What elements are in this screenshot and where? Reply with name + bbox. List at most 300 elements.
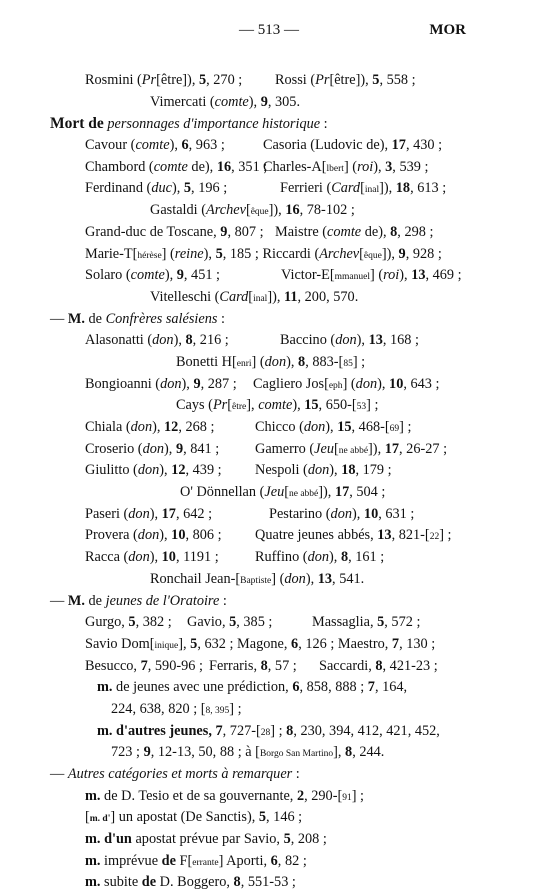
index-line xyxy=(0,244,538,266)
volume-number: 13 xyxy=(368,332,383,349)
index-line xyxy=(0,786,538,808)
entry-riccardi xyxy=(262,246,441,262)
volume-number: 17 xyxy=(161,505,176,522)
page-ref: , 196 ; xyxy=(191,180,228,197)
entry-vitelleschi xyxy=(150,289,358,305)
volume-number: 8 xyxy=(340,549,349,566)
editorial-insertion: mmanuel xyxy=(334,272,370,283)
editorial-insertion: 53 xyxy=(356,402,367,413)
entry-text: [ xyxy=(248,288,254,305)
entry-text: ), xyxy=(159,527,172,544)
entry-text: Bonetti H[ xyxy=(176,353,237,370)
abbrev-m: m. xyxy=(85,787,101,804)
editorial-insertion: 69 xyxy=(389,424,400,434)
editorial-insertion: 28 xyxy=(260,727,271,738)
volume-number: 8 xyxy=(390,223,398,240)
entry-text: ), xyxy=(164,267,177,284)
entry-text: ]), xyxy=(379,180,396,197)
entry-quatre-jeunes-abbes xyxy=(255,527,452,543)
entry-text: de xyxy=(161,852,176,869)
entry-text: Gamerro ( xyxy=(255,440,315,457)
entry-text: Charles-A[ xyxy=(263,158,327,175)
volume-number: 11 xyxy=(283,288,298,305)
entry-title: comte xyxy=(214,93,249,110)
entry-gamerro xyxy=(255,441,447,457)
entry-title: don xyxy=(307,549,330,566)
entry-title: comte xyxy=(258,397,293,414)
entry-nespoli xyxy=(255,462,392,478)
entry-massaglia xyxy=(312,614,420,630)
volume-number: 7 xyxy=(367,679,375,696)
page-ref: , 421-23 ; xyxy=(382,657,438,674)
entry-text: ), xyxy=(159,462,172,479)
index-line xyxy=(0,374,538,396)
entry-text: ]), xyxy=(267,288,284,305)
editorial-insertion: m. d' xyxy=(89,814,111,825)
entry-text: Quatre jeunes abbés, xyxy=(255,527,378,544)
page-ref: 723 ; xyxy=(111,744,144,761)
entry-title: don xyxy=(160,375,182,392)
page-ref: , 883-[ xyxy=(305,353,344,370)
entry-text: Nespoli ( xyxy=(255,462,308,479)
index-line xyxy=(0,634,538,656)
entry-text: ), xyxy=(164,440,176,457)
editorial-insertion: 85 xyxy=(343,358,353,369)
page-ref: ] ; xyxy=(351,787,365,804)
entry-text: ), xyxy=(152,419,165,435)
entry-text: Cavour ( xyxy=(85,137,136,154)
entry-text: de), xyxy=(187,158,217,175)
entry-text: Chiala ( xyxy=(85,419,131,435)
volume-number: 9 xyxy=(260,93,268,110)
index-line xyxy=(0,330,538,352)
index-line xyxy=(0,135,538,157)
page-ref: , 200, 570. xyxy=(297,288,359,305)
volume-number: 8 xyxy=(375,657,383,674)
entry-text: F[ xyxy=(175,852,193,869)
heading-text: jeunes de l'Oratoire xyxy=(105,592,220,609)
abbrev-m: m. xyxy=(85,874,101,891)
entry-chicco xyxy=(255,419,411,435)
editorial-insertion: inal xyxy=(253,293,268,304)
entry-text: Ronchail Jean-[ xyxy=(150,570,241,587)
page-ref: , 78-102 ; xyxy=(299,202,355,219)
volume-number: 9 xyxy=(175,440,184,457)
entry-maistre xyxy=(275,224,433,240)
entry-gastaldi xyxy=(150,202,355,218)
heading-dash: — xyxy=(50,766,68,782)
entry-text: [ xyxy=(227,397,233,414)
page-ref: ], xyxy=(333,744,346,761)
page-ref: , 590-96 ; xyxy=(147,657,203,674)
entry-text: ] ( xyxy=(161,245,175,262)
entry-text: ), xyxy=(248,93,261,110)
entry-text: Provera ( xyxy=(85,527,138,544)
entry-text: [ xyxy=(245,202,251,219)
abbrev-m: m. xyxy=(85,852,101,869)
heading-colon: : xyxy=(292,766,300,782)
entry-text: Pestarino ( xyxy=(269,505,331,522)
entry-text: ]), xyxy=(368,440,385,457)
page-ref: , 727-[ xyxy=(222,722,261,739)
heading-text: de xyxy=(84,592,106,609)
index-line xyxy=(0,265,538,287)
page-ref: , 298 ; xyxy=(397,223,434,240)
entry-text: ), xyxy=(325,419,338,435)
volume-number: 8 xyxy=(260,657,268,674)
heading-colon: : xyxy=(217,310,226,327)
entry-text: Riccardi ( xyxy=(262,245,320,262)
entry-text: Cays ( xyxy=(176,397,213,414)
page-ref: , 164, xyxy=(374,679,408,696)
entry-apostat-savio xyxy=(85,831,327,847)
volume-number: 5 xyxy=(128,614,136,631)
volume-number: 8 xyxy=(298,353,306,370)
entry-text: ), xyxy=(149,549,162,566)
entry-text: Chicco ( xyxy=(255,419,304,435)
entry-text: ] un apostat (De Sanctis), xyxy=(110,809,259,826)
entry-text: Alasonatti ( xyxy=(85,332,153,349)
entry-bonetti xyxy=(176,354,365,370)
page-ref: , 439 ; xyxy=(185,462,222,479)
page-ref: , 287 ; xyxy=(200,375,237,392)
entry-cagliero xyxy=(253,376,439,392)
entry-gavio xyxy=(187,612,312,634)
running-head: MOR xyxy=(429,22,466,38)
page-ref: , 26-27 ; xyxy=(399,440,448,457)
page-ref: ] ; xyxy=(399,419,412,435)
page-ref: , 572 ; xyxy=(384,614,421,631)
entry-text: ), xyxy=(173,332,186,349)
entry-title: don xyxy=(130,419,153,435)
entry-text: Ferraris, xyxy=(209,657,261,674)
section-heading xyxy=(0,764,538,786)
entry-boggero xyxy=(85,874,296,890)
entry-gurgo xyxy=(85,612,187,634)
entry-vimercati xyxy=(150,94,300,110)
heading-dash: — xyxy=(50,592,68,609)
entry-victor-emmanuel xyxy=(281,267,462,283)
page-ref: , 631 ; xyxy=(378,505,415,522)
entry-text: Bongioanni ( xyxy=(85,375,161,392)
volume-number: 8 xyxy=(286,722,294,739)
page-ref: ] ; xyxy=(229,700,242,717)
page-ref: , 806 ; xyxy=(185,527,222,544)
entry-saccardi xyxy=(319,658,438,674)
entry-text: ), xyxy=(399,267,412,284)
entry-text: Gavio, xyxy=(187,614,230,631)
entry-title: Pr xyxy=(315,72,330,88)
volume-number: 9 xyxy=(398,245,406,262)
section-heading xyxy=(0,113,538,135)
entry-text: [ xyxy=(360,180,365,197)
entry-text: Paseri ( xyxy=(85,505,129,522)
entry-text: ), xyxy=(181,375,194,392)
entry-text: ], xyxy=(246,397,259,414)
index-line xyxy=(0,677,538,699)
section-heading xyxy=(0,309,538,331)
entry-text: ), xyxy=(352,505,364,522)
index-line xyxy=(0,200,538,222)
page-ref: , 858, 888 ; xyxy=(299,679,368,696)
editorial-insertion: 91 xyxy=(342,792,352,803)
page-ref: , 643 ; xyxy=(403,375,440,392)
entry-text: [ xyxy=(284,484,289,501)
entry-text: Victor-E[ xyxy=(281,267,335,284)
entry-text: ), xyxy=(329,549,341,566)
entry-ronchail xyxy=(150,571,364,587)
entry-text: de jeunes avec une prédiction, xyxy=(112,679,293,696)
index-line xyxy=(0,721,538,743)
entry-text: ), xyxy=(203,245,216,262)
volume-number: 8 xyxy=(185,332,193,349)
entry-jeunes-prediction xyxy=(97,679,407,695)
entry-text: ] ( xyxy=(343,158,358,175)
entry-apostat-desanctis xyxy=(85,809,302,825)
entry-paseri xyxy=(85,504,269,526)
page-ref: , 963 ; xyxy=(188,137,225,154)
volume-number: 6 xyxy=(291,635,299,652)
heading-abbrev: M. xyxy=(67,592,85,609)
volume-number: 6 xyxy=(292,679,300,696)
entry-text: ), xyxy=(292,397,305,414)
entry-title: reine xyxy=(174,245,204,262)
page-ref: , 305. xyxy=(267,93,301,110)
editorial-insertion: 22 xyxy=(429,532,440,543)
editorial-insertion: errante xyxy=(192,857,219,868)
page-ref: , 807 ; xyxy=(227,223,264,240)
editorial-insertion: lbert xyxy=(326,163,344,174)
volume-number: 5 xyxy=(377,614,385,631)
entry-text: ] ( xyxy=(251,353,265,370)
entry-text: [ xyxy=(85,809,90,826)
entry-title: don xyxy=(128,505,150,522)
entry-text: D. Boggero, xyxy=(156,874,234,891)
editorial-insertion: eph xyxy=(328,380,343,391)
entry-title: don xyxy=(355,375,378,392)
entry-chambord xyxy=(85,157,268,179)
entry-text: ), xyxy=(373,158,386,175)
entry-title: don xyxy=(128,549,150,566)
entry-title: don xyxy=(303,419,326,435)
volume-number: 18 xyxy=(395,180,411,197)
editorial-insertion: Baptiste xyxy=(240,575,272,586)
page-ref: , 179 ; xyxy=(355,462,392,479)
page-ref: , 270 ; xyxy=(206,72,243,88)
heading-main: Mort de xyxy=(50,115,104,133)
editorial-insertion: Borgo San Martino xyxy=(259,749,334,760)
entry-text: ] ( xyxy=(342,375,356,392)
page-ref: , 244. xyxy=(352,744,385,761)
volume-number: 6 xyxy=(270,852,278,869)
entry-text: ], xyxy=(178,635,191,652)
entry-text: ), xyxy=(149,505,162,522)
index-body xyxy=(0,70,538,894)
volume-number: 16 xyxy=(216,158,232,175)
entry-casoria xyxy=(263,137,442,153)
entry-bongioanni xyxy=(85,374,253,396)
index-line xyxy=(0,807,538,829)
entry-rosmini xyxy=(85,70,270,92)
volume-number: 2 xyxy=(296,787,305,804)
entry-title: don xyxy=(330,505,352,522)
volume-number: 9 xyxy=(220,223,228,240)
entry-continuation xyxy=(111,744,384,760)
volume-number: 7 xyxy=(391,635,400,652)
page-ref: , 642 ; xyxy=(175,505,213,522)
editorial-insertion: 8, 395 xyxy=(205,705,230,716)
entry-title: Pr xyxy=(141,72,157,88)
page-ref: , 130 ; xyxy=(399,635,436,652)
editorial-insertion: ne abbé xyxy=(338,445,369,456)
entry-continuation xyxy=(111,701,242,717)
page-ref: ] ; xyxy=(352,353,366,370)
page-ref: , 230, 394, 412, 421, 452, xyxy=(293,722,440,739)
editorial-insertion: inique xyxy=(154,640,179,651)
entry-text: Grand-duc de Toscane, xyxy=(85,223,221,240)
volume-number: 17 xyxy=(334,484,350,501)
entry-text: [être]), xyxy=(156,72,199,88)
entry-besucco xyxy=(85,656,209,678)
entry-text: Savio Dom[ xyxy=(85,635,155,652)
entry-title: don xyxy=(142,440,165,457)
index-line xyxy=(0,70,538,92)
entry-text: d'autres jeunes, xyxy=(112,722,216,739)
volume-number: 18 xyxy=(341,462,356,479)
index-line xyxy=(0,699,538,721)
entry-title: Pr xyxy=(212,397,228,414)
entry-title: don xyxy=(152,332,174,349)
heading-colon: : xyxy=(219,592,227,609)
entry-text: Croserio ( xyxy=(85,440,143,457)
entry-text: Giulitto ( xyxy=(85,462,138,479)
entry-title: don xyxy=(137,462,160,479)
entry-text: de xyxy=(141,874,157,891)
entry-title: Jeu xyxy=(264,484,285,501)
volume-number: 8 xyxy=(233,874,241,891)
entry-cays xyxy=(176,397,378,413)
entry-title: don xyxy=(284,570,306,587)
entry-provera xyxy=(85,525,255,547)
editorial-insertion: ne abbé xyxy=(288,489,319,500)
entry-ferrieri xyxy=(280,180,446,196)
volume-number: 9 xyxy=(143,744,151,761)
index-line xyxy=(0,92,538,114)
entry-text: Ruffino ( xyxy=(255,549,308,566)
entry-autres-jeunes xyxy=(97,723,440,739)
page-header xyxy=(0,22,538,44)
entry-title: Archev xyxy=(319,245,360,262)
entry-grand-duc xyxy=(85,222,275,244)
entry-title: Archev xyxy=(205,202,246,219)
entry-text: imprévue xyxy=(100,852,162,869)
index-line xyxy=(0,504,538,526)
entry-text: Gastaldi ( xyxy=(150,202,206,219)
volume-number: 10 xyxy=(389,375,404,392)
page-ref: , 382 ; xyxy=(135,614,172,631)
entry-title: comte xyxy=(153,158,188,175)
volume-number: 15 xyxy=(304,397,319,414)
heading-text: Autres catégories et morts à remarquer xyxy=(67,766,293,782)
entry-text: Casoria (Ludovic de), xyxy=(263,137,392,154)
volume-number: 13 xyxy=(317,570,333,587)
index-line xyxy=(0,656,538,678)
entry-title: roi xyxy=(357,158,374,175)
page-ref: , 613 ; xyxy=(410,180,447,197)
entry-text: Solaro ( xyxy=(85,267,131,284)
volume-number: 5 xyxy=(183,180,192,197)
page-ref: ] ; xyxy=(270,722,287,739)
entry-title: Card xyxy=(219,288,249,305)
entry-odonnellan xyxy=(180,484,385,500)
index-line xyxy=(0,439,538,461)
entry-text: Gurgo, xyxy=(85,614,129,631)
index-line xyxy=(0,851,538,873)
section-heading xyxy=(0,591,538,613)
volume-number: 5 xyxy=(283,831,291,848)
entry-solaro xyxy=(85,265,281,287)
page-ref: , 504 ; xyxy=(349,484,386,501)
editorial-insertion: êque xyxy=(363,250,382,261)
volume-number: 15 xyxy=(337,419,352,435)
index-line xyxy=(0,178,538,200)
entry-baccino xyxy=(280,332,419,348)
page-ref: , 146 ; xyxy=(266,809,303,826)
abbrev-m: m. xyxy=(97,679,113,696)
entry-title: don xyxy=(307,462,330,479)
volume-number: 5 xyxy=(190,635,198,652)
volume-number: 9 xyxy=(193,375,201,392)
page-ref: , 385 ; xyxy=(236,614,273,631)
entry-tesio xyxy=(85,788,364,804)
index-line xyxy=(0,612,538,634)
entry-title: comte xyxy=(135,137,170,154)
volume-number: 10 xyxy=(161,549,176,566)
volume-number: 12 xyxy=(171,462,186,479)
index-line xyxy=(0,157,538,179)
volume-number: 7 xyxy=(215,722,223,739)
entry-rossi xyxy=(270,72,416,88)
entry-title: comte xyxy=(130,267,165,284)
index-line xyxy=(0,569,538,591)
entry-chiala xyxy=(85,417,255,439)
entry-text: ]), xyxy=(268,202,286,219)
entry-text: Besucco, xyxy=(85,657,141,674)
heading-dash: — xyxy=(50,310,68,327)
entry-pestarino xyxy=(269,506,414,522)
entry-text: [ xyxy=(334,440,339,457)
page-ref: , 451 ; xyxy=(183,267,221,284)
entry-title: don xyxy=(137,527,160,544)
entry-text: Vitelleschi ( xyxy=(150,288,220,305)
volume-number: 8 xyxy=(345,744,353,761)
entry-title: duc xyxy=(151,180,172,197)
index-line xyxy=(0,872,538,894)
volume-number: 5 xyxy=(229,614,237,631)
volume-number: 12 xyxy=(164,419,179,435)
index-line xyxy=(0,829,538,851)
entry-text: ), xyxy=(171,180,184,197)
page-ref: , 290-[ xyxy=(304,787,343,804)
entry-text: ]), xyxy=(318,484,335,501)
volume-number: 7 xyxy=(140,657,148,674)
entry-cavour xyxy=(85,135,263,157)
entry-text: Saccardi, xyxy=(319,657,376,674)
page-ref: , 82 ; xyxy=(277,852,307,869)
page-ref: , 551-53 ; xyxy=(240,874,296,891)
entry-ruffino xyxy=(255,549,384,565)
entry-text: Vimercati ( xyxy=(150,93,215,110)
